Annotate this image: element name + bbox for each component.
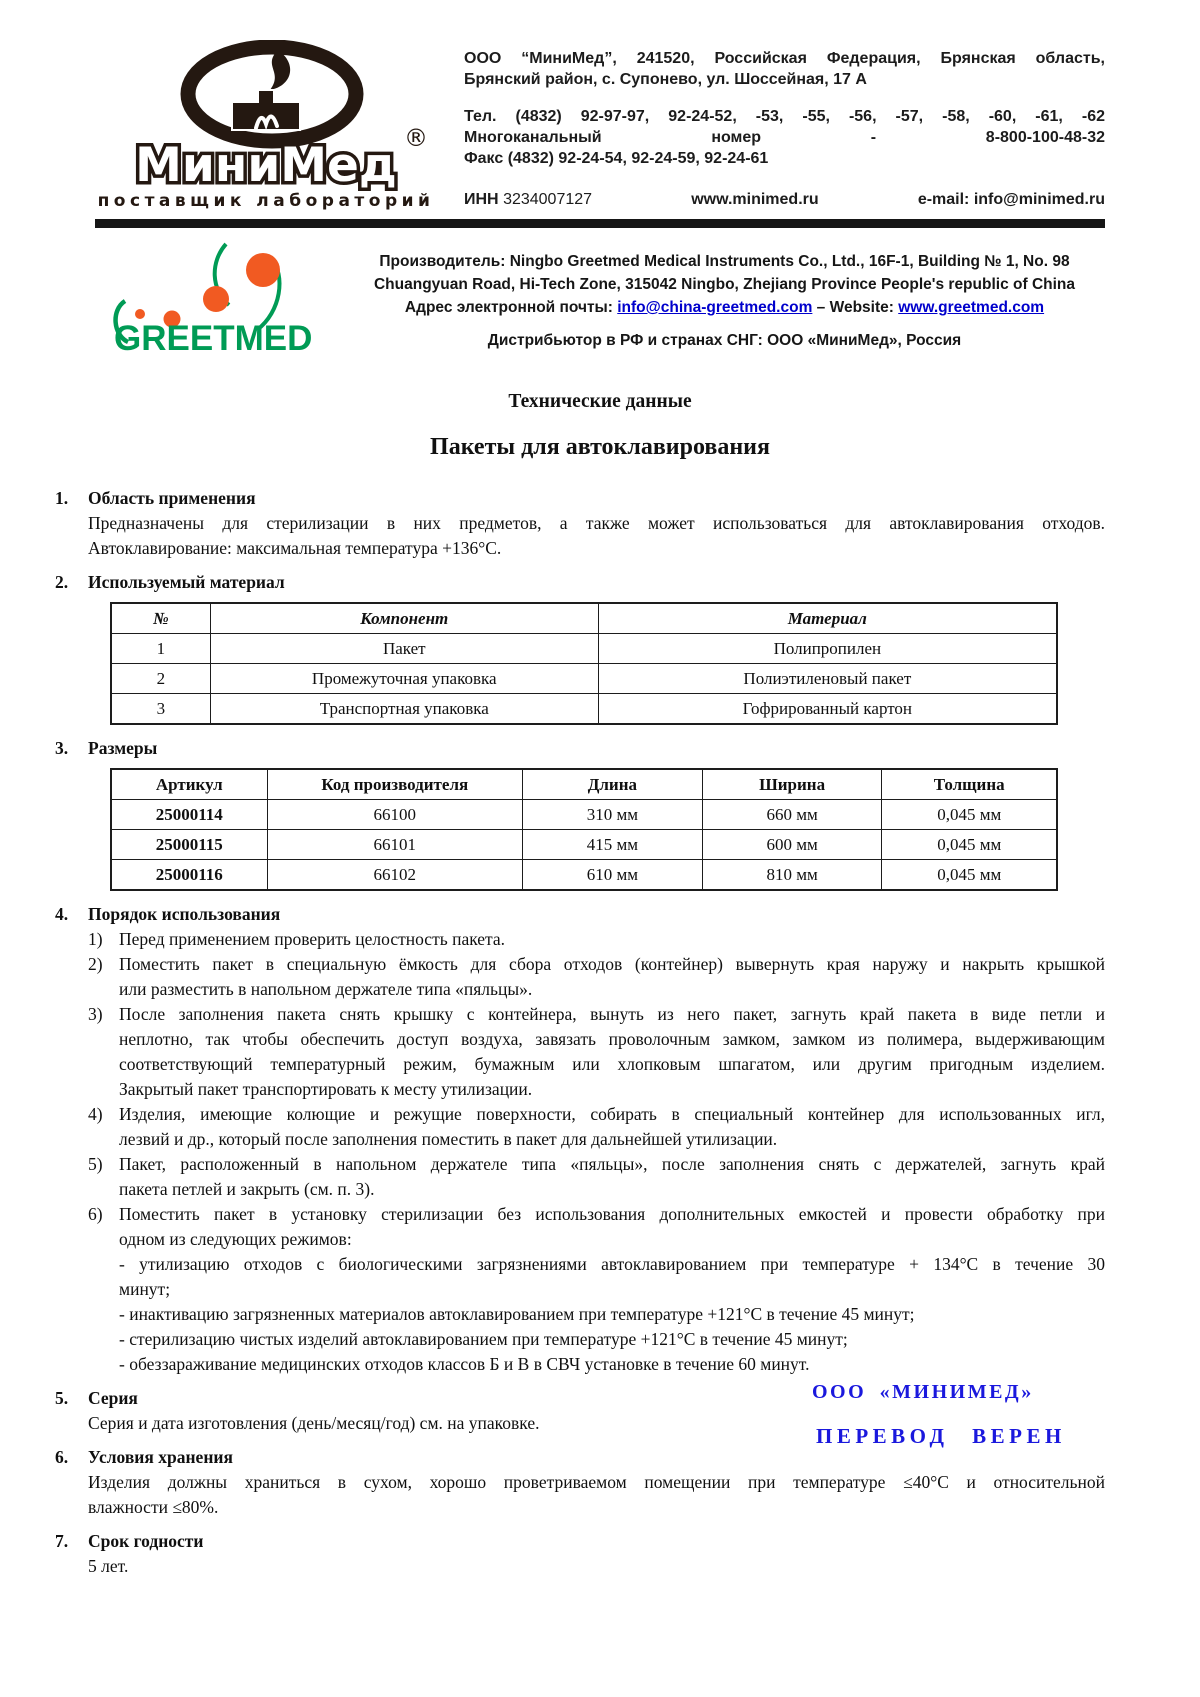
table-row: 25000114 66100 310 мм 660 мм 0,045 мм	[111, 800, 1057, 830]
section-7-title: Срок годности	[88, 1531, 204, 1551]
materials-table	[110, 602, 1058, 725]
col-thickness: Толщина	[882, 769, 1057, 800]
product-title: Пакеты для автоклавирования	[430, 434, 770, 460]
section-5-heading: 5. Серия	[55, 1386, 1105, 1411]
table-header-row	[111, 769, 1057, 800]
col-component: Компонент	[210, 603, 598, 634]
usage-item-5: 5) Пакет, расположенный в напольном держателе типа «пяльцы», после заполнения снять с держателей, загнуть край пакета петлей и закрыть (см. п. 3).	[88, 1154, 1105, 1199]
table-row: 25000115 66101 415 мм 600 мм 0,045 мм	[111, 830, 1057, 860]
manufacturer-block	[0, 228, 1200, 361]
col-mfr-code: Код производителя	[267, 769, 522, 800]
table-header-row	[111, 603, 1057, 634]
mode-sterilization: - стерилизацию чистых изделий автоклавированием при температуре +121°С в течение 45 минут;	[119, 1329, 848, 1349]
inn: ИНН 3234007127	[464, 191, 593, 208]
distributor-line: Дистрибьютор в РФ и странах СНГ: ООО «МиниМед», Россия	[487, 332, 962, 349]
usage-item-3: 3) После заполнения пакета снять крышку с контейнера, вынуть из него пакет, загнуть край пакета в виде петли и неплотно, так чтобы обеспечить доступ воздуха, завязать проволочным замком, замком из полимера, выдерживающим соответствующий температурный режим, бумажным или хлопковым шпагатом, или другим пригодным изделием. Закрытый пакет транспортировать к месту утилизации.	[88, 1004, 1105, 1099]
greetmed-brand-text: GREETMED	[114, 319, 313, 356]
section-4-title: Порядок использования	[88, 904, 281, 924]
section-1-body: Предназначены для стерилизации в них предметов, а также может использоваться для автоклавирования отходов. Автоклавирование: максимальная температура +136°С.	[88, 513, 1105, 558]
table-row: 3 Транспортная упаковка Гофрированный картон	[111, 694, 1057, 725]
document-body	[55, 486, 1105, 1579]
mode-inactivation: - инактивацию загрязненных материалов автоклавированием при температуре +121°С в течение 45 минут;	[119, 1304, 915, 1324]
usage-item-1: 1) Перед применением проверить целостность пакета.	[88, 929, 506, 949]
company-email: e-mail: info@minimed.ru	[917, 191, 1105, 208]
section-2-heading: 2. Используемый материал	[55, 570, 1105, 595]
greetmed-logo	[106, 238, 344, 361]
letterhead	[0, 0, 1200, 215]
manufacturer-line1: Производитель: Ningbo Greetmed Medical Instruments Co., Ltd., 16F-1, Building № 1, No. 98	[379, 253, 1070, 270]
section-2-title: Используемый материал	[88, 572, 285, 592]
section-3-title: Размеры	[88, 738, 158, 758]
manufacturer-line3: Адрес электронной почты: info@china-greetmed.com – Website: www.greetmed.com	[404, 299, 1045, 316]
section-7-body: 5 лет.	[88, 1556, 129, 1576]
company-address: ООО “МиниМед”, 241520, Российская Федерация, Брянская область, Брянский район, с. Супонево, ул. Шоссейная, 17 А	[464, 50, 1105, 88]
header-divider-bar	[95, 219, 1105, 228]
table-row: 25000116 66102 610 мм 810 мм 0,045 мм	[111, 860, 1057, 891]
col-length: Длина	[522, 769, 702, 800]
manufacturer-line2: Chuangyuan Road, Hi-Tech Zone, 315042 Ningbo, Zhejiang Province People's republic of China	[373, 276, 1075, 293]
section-6-body: Изделия должны храниться в сухом, хорошо проветриваемом помещении при температуре ≤40°С и относительной влажности ≤80%.	[88, 1472, 1105, 1517]
manufacturer-website-link[interactable]: www.greetmed.com	[898, 299, 1045, 316]
greetmed-logo-icon	[106, 238, 344, 356]
manufacturer-text	[344, 238, 1105, 361]
minimed-brand-text: МиниМед	[135, 138, 397, 193]
usage-item-2: 2) Поместить пакет в специальную ёмкость для сбора отходов (контейнер) вывернуть края наружу и накрыть крышкой или разместить в напольном держателе типа «пяльцы».	[88, 954, 1105, 999]
registered-mark: ®	[404, 124, 428, 152]
section-6-heading: 6. Условия хранения	[55, 1445, 1105, 1470]
usage-item-4: 4) Изделия, имеющие колющие и режущие поверхности, собирать в специальный контейнер для использованных игл, лезвий и др., который после заполнения поместить в пакет для дальнейшей утилизации.	[88, 1104, 1105, 1149]
usage-item-6: 6) Поместить пакет в установку стерилизации без использования дополнительных емкостей и провести обработку при одном из следующих режимов: - утилизацию отходов с биологическими загрязнениями автоклавированием при температуре + 134°С в течение 30 минут; - инактивацию загрязненных материалов автоклавированием при температуре +121°С в течение 45 минут; - стерилизацию чистых изделий автоклавированием при температуре +121°С в течение 45 минут; - обеззараживание медицинских отходов классов Б и В в СВЧ установке в течение 60 минут.	[88, 1202, 1105, 1377]
company-contact-block	[464, 40, 1105, 215]
document-type-title: Технические данные	[508, 391, 692, 412]
company-phones: Тел. (4832) 92-97-97, 92-24-52, -53, -55, -56, -57, -58, -60, -61, -62 Многоканальный номер - 8-800-100-48-32 Факс (4832) 92-24-54, 92-24-59, 92-24-61	[464, 108, 1105, 167]
section-5-title: Серия	[88, 1388, 138, 1408]
inn-row	[464, 189, 1105, 210]
section-6-title: Условия хранения	[88, 1447, 233, 1467]
usage-item-6-text: Поместить пакет в установку стерилизации без использования дополнительных емкостей и провести обработку при одном из следующих режимов:	[119, 1204, 1105, 1249]
section-1-heading: 1. Область применения	[55, 486, 1105, 511]
translation-stamp	[812, 1380, 1066, 1449]
minimed-tagline: поставщик лабораторий	[98, 191, 435, 210]
stamp-company-line: ООО «МИНИМЕД»	[812, 1381, 1034, 1403]
section-3-heading: 3. Размеры	[55, 736, 1105, 761]
manufacturer-email-link[interactable]: info@china-greetmed.com	[617, 299, 813, 316]
table-row: 1 Пакет Полипропилен	[111, 634, 1057, 664]
col-width: Ширина	[702, 769, 882, 800]
section-7-heading: 7. Срок годности	[55, 1529, 1105, 1554]
col-article: Артикул	[111, 769, 267, 800]
section-5-body: Серия и дата изготовления (день/месяц/год) см. на упаковке.	[88, 1413, 540, 1433]
mode-decontamination: - обеззараживание медицинских отходов классов Б и В в СВЧ установке в течение 60 минут.	[119, 1354, 810, 1374]
minimed-logo-icon	[98, 40, 436, 210]
stamp-translation-line: ПЕРЕВОД ВЕРЕН	[816, 1424, 1066, 1448]
section-5	[55, 1381, 1105, 1448]
section-1-title: Область применения	[88, 488, 256, 508]
col-number: №	[111, 603, 210, 634]
mode-disposal: - утилизацию отходов с биологическими загрязнениями автоклавированием при температуре + 134°С в течение 30 минут;	[119, 1254, 1105, 1299]
section-4-heading: 4. Порядок использования	[55, 902, 1105, 927]
company-website: www.minimed.ru	[691, 191, 819, 208]
minimed-logo	[98, 40, 436, 215]
sizes-table	[110, 768, 1058, 891]
table-row: 2 Промежуточная упаковка Полиэтиленовый пакет	[111, 664, 1057, 694]
col-material: Материал	[598, 603, 1057, 634]
